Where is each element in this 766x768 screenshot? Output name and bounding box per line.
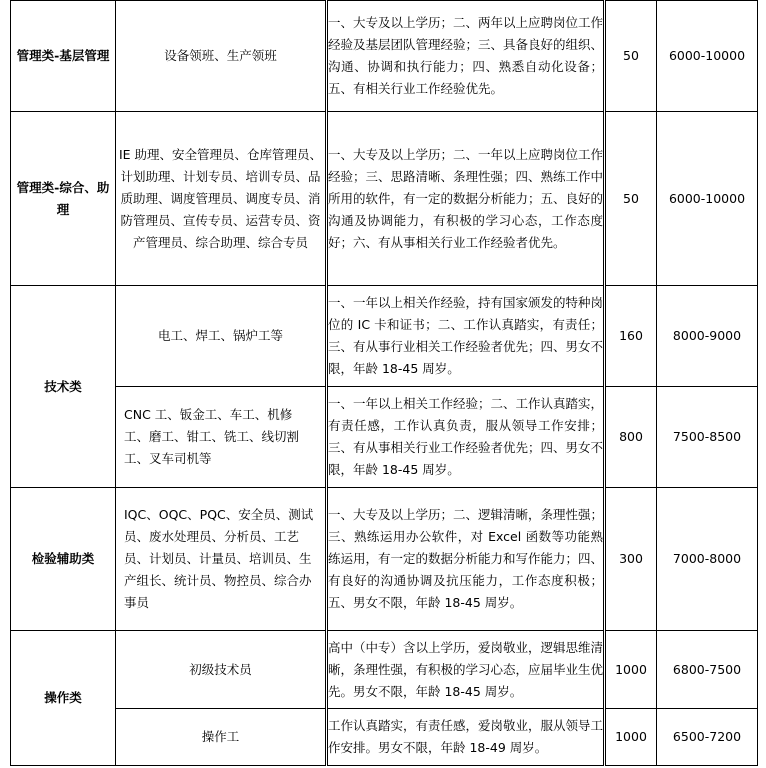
category-cell: 管理类-基层管理 [11,1,116,112]
table-row [11,112,758,286]
category-cell: 技术类 [11,286,116,488]
salary-cell: 6000-10000 [657,112,758,286]
recruitment-table [10,0,758,766]
requirements-cell: 高中（中专）含以上学历，爱岗敬业，逻辑思维清晰，条理性强，有积极的学习心态，应届毕业生优先。男女不限，年龄 18-45 周岁。 [327,631,605,709]
salary-cell: 7500-8500 [657,387,758,488]
category-cell: 管理类-综合、助理 [11,112,116,286]
count-cell: 300 [605,488,657,631]
salary-cell: 6500-7200 [657,709,758,766]
position-cell: 电工、焊工、锅炉工等 [116,286,327,387]
requirements-cell: 一、大专及以上学历；二、两年以上应聘岗位工作经验及基层团队管理经验；三、具备良好的组织、沟通、协调和执行能力；四、熟悉自动化设备；五、有相关行业工作经验优先。 [327,1,605,112]
count-cell: 1000 [605,709,657,766]
requirements-cell: 一、大专及以上学历；二、逻辑清晰，条理性强；三、熟练运用办公软件，对 Excel 函数等功能熟练运用，有一定的数据分析能力和写作能力；四、有良好的沟通协调及抗压能力，工作态度积极；五、男女不限，年龄 18-45 周岁。 [327,488,605,631]
requirements-cell: 工作认真踏实，有责任感，爱岗敬业，服从领导工作安排。男女不限，年龄 18-49 周岁。 [327,709,605,766]
table-row [11,488,758,631]
table-row [11,387,758,488]
position-cell: 操作工 [116,709,327,766]
table-row [11,286,758,387]
count-cell: 1000 [605,631,657,709]
requirements-cell: 一、一年以上相关工作经验；二、工作认真踏实，有责任感，工作认真负责，服从领导工作安排；三、有从事相关行业工作经验者优先；四、男女不限，年龄 18-45 周岁。 [327,387,605,488]
count-cell: 160 [605,286,657,387]
position-cell: 设备领班、生产领班 [116,1,327,112]
salary-cell: 6000-10000 [657,1,758,112]
requirements-cell: 一、大专及以上学历；二、一年以上应聘岗位工作经验；三、思路清晰、条理性强；四、熟练工作中所用的软件，有一定的数据分析能力；五、良好的沟通及协调能力，有积极的学习心态，工作态度好；六、有从事相关行业工作经验者优先。 [327,112,605,286]
salary-cell: 6800-7500 [657,631,758,709]
position-cell: CNC 工、钣金工、车工、机修工、磨工、钳工、铣工、线切割工、叉车司机等 [116,387,327,488]
count-cell: 50 [605,112,657,286]
category-cell: 操作类 [11,631,116,766]
count-cell: 50 [605,1,657,112]
table-row [11,631,758,709]
position-cell: IQC、OQC、PQC、安全员、测试员、废水处理员、分析员、工艺员、计划员、计量员、培训员、生产组长、统计员、物控员、综合办事员 [116,488,327,631]
table-row [11,709,758,766]
salary-cell: 8000-9000 [657,286,758,387]
requirements-cell: 一、一年以上相关作经验，持有国家颁发的特种岗位的 IC 卡和证书；二、工作认真踏实，有责任；三、有从事行业相关工作经验者优先；四、男女不限，年龄 18-45 周岁。 [327,286,605,387]
position-cell: 初级技术员 [116,631,327,709]
position-cell: IE 助理、安全管理员、仓库管理员、计划助理、计划专员、培训专员、品质助理、调度管理员、调度专员、消防管理员、宣传专员、运营专员、资产管理员、综合助理、综合专员 [116,112,327,286]
count-cell: 800 [605,387,657,488]
table-row [11,1,758,112]
category-cell: 检验辅助类 [11,488,116,631]
salary-cell: 7000-8000 [657,488,758,631]
